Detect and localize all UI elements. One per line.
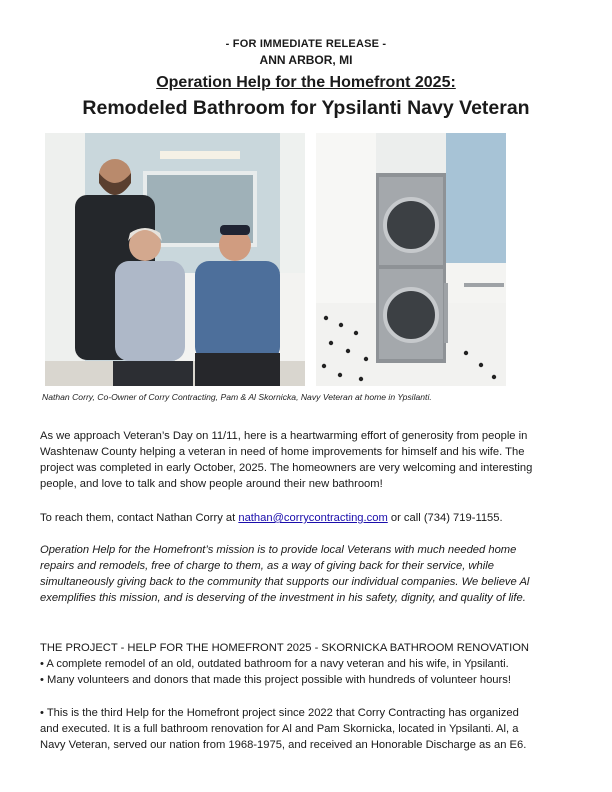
photo-caption: Nathan Corry, Co-Owner of Corry Contracting, Pam & Al Skornicka, Navy Veteran at home in Ypsilanti. (42, 392, 432, 402)
release-notice: - FOR IMMEDIATE RELEASE - (225, 38, 387, 50)
intro-line: people, and love to talk and show people around their new bathroom! (40, 478, 383, 490)
mission-paragraph (40, 542, 580, 606)
dateline-location: ANN ARBOR, MI (259, 53, 353, 67)
history-line: Navy Veteran, served our nation from 1968-1975, and received an Honorable Discharge as an E6. (40, 739, 527, 751)
history-paragraph (40, 705, 580, 753)
mission-line: simultaneously giving back to the community that supports our individual companies. We believe Al (40, 576, 530, 588)
project-section (40, 640, 580, 688)
contact-paragraph (40, 510, 580, 526)
project-bullet: • Many volunteers and donors that made this project possible with hundreds of volunteer hours! (40, 674, 511, 686)
intro-line: As we approach Veteran’s Day on 11/11, here is a heartwarming effort of generosity from people in (40, 430, 528, 442)
intro-paragraph (40, 428, 580, 492)
mission-line: exemplifies this mission, and is deserving of the investment in his safety, dignity, and quality of life. (40, 592, 526, 604)
intro-line: Washtenaw County helping a veteran in need of home improvements for himself and his wife. The (40, 446, 525, 458)
photo-laundry-stack (316, 133, 506, 386)
contact-prefix: To reach them, contact Nathan Corry at (40, 512, 239, 524)
mission-line: Operation Help for the Homefront’s mission is to provide local Veterans with much needed home (40, 544, 517, 556)
contact-suffix: or call (734) 719-1155. (387, 512, 503, 524)
intro-line: project was completed in early October, 2025. The homeowners are very welcoming and interesting (40, 462, 533, 474)
contact-email-link[interactable]: nathan@corrycontracting.com (238, 512, 388, 524)
project-heading: THE PROJECT - HELP FOR THE HOMEFRONT 2025 - SKORNICKA BATHROOM RENOVATION (40, 642, 530, 654)
history-line: and executed. It is a full bathroom renovation for Al and Pam Skornicka, located in Ypsilanti. Al, a (40, 723, 519, 735)
page-title: Operation Help for the Homefront 2025: (156, 74, 456, 91)
history-line: • This is the third Help for the Homefront project since 2022 that Corry Contracting has organized (40, 707, 519, 719)
mission-line: repairs and remodels, free of charge to them, as a way of giving back for their service, while (40, 560, 494, 572)
photo-homeowners (45, 133, 305, 386)
project-bullet: • A complete remodel of an old, outdated bathroom for a navy veteran and his wife, in Ypsilanti. (40, 658, 509, 670)
page-subtitle: Remodeled Bathroom for Ypsilanti Navy Veteran (82, 97, 530, 119)
